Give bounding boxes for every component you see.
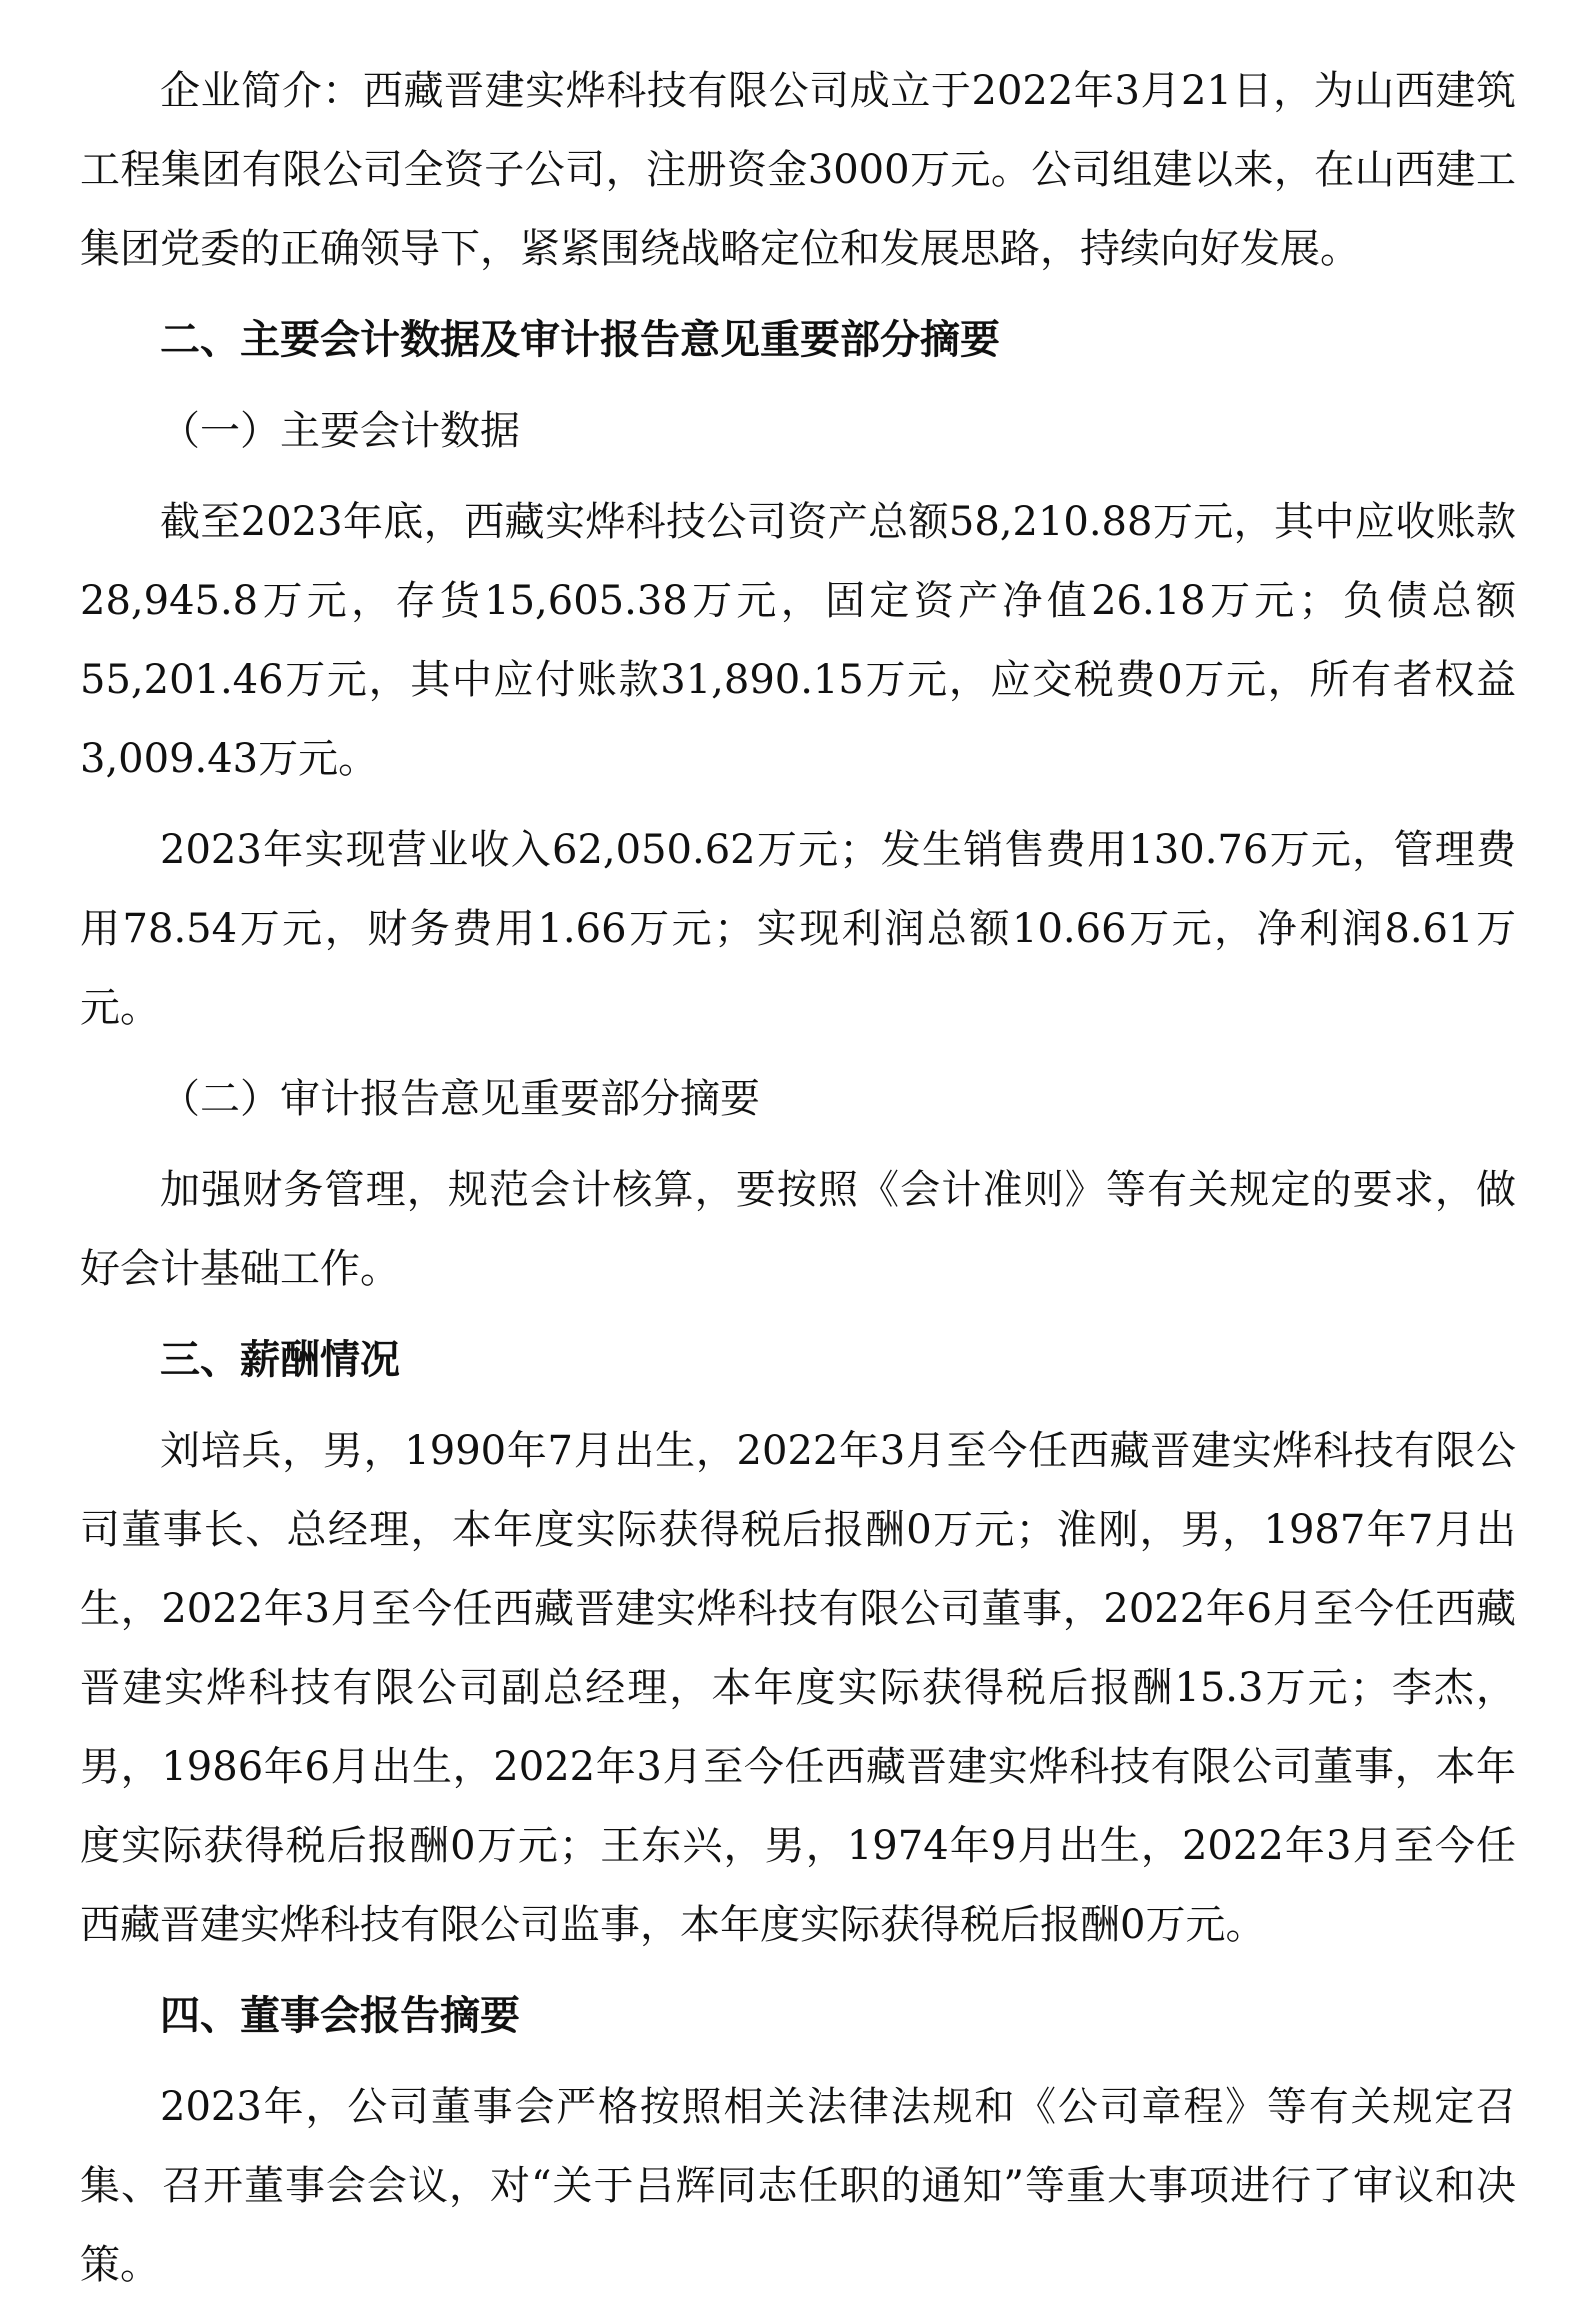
compensation-paragraph: 刘培兵，男，1990年7月出生，2022年3月至今任西藏晋建实烨科技有限公司董事长、总经理，本年度实际获得税后报酬0万元；淮刚，男，1987年7月出生，2022年3月至今任西藏晋建实烨科技有限公司董事，2022年6月至今任西藏晋建实烨科技有限公司副总经理，本年度实际获得税后报酬15.3万元；李杰，男，1986年6月出生，2022年3月至今任西藏晋建实烨科技有限公司董事，本年度实际获得税后报酬0万元；王东兴，男，1974年9月出生，2022年3月至今任西藏晋建实烨科技有限公司监事，本年度实际获得税后报酬0万元。 — [80, 1428, 1516, 1948]
board-report-paragraph: 2023年，公司董事会严格按照相关法律法规和《公司章程》等有关规定召集、召开董事会会议，对“关于吕辉同志任职的通知”等重大事项进行了审议和决策。 — [80, 2084, 1516, 2288]
audit-opinion-paragraph: 加强财务管理，规范会计核算，要按照《会计准则》等有关规定的要求，做好会计基础工作。 — [80, 1167, 1516, 1292]
section-2-subheading-1: （一）主要会计数据 — [160, 408, 520, 454]
section-3-heading: 三、薪酬情况 — [160, 1337, 400, 1383]
document-page — [80, 52, 1516, 2317]
accounting-data-paragraph-2: 2023年实现营业收入62,050.62万元；发生销售费用130.76万元，管理费用78.54万元，财务费用1.66万元；实现利润总额10.66万元，净利润8.61万元。 — [80, 827, 1516, 1031]
section-2-subheading-2: （二）审计报告意见重要部分摘要 — [160, 1076, 760, 1122]
section-4-heading: 四、董事会报告摘要 — [160, 1993, 520, 2039]
company-intro-paragraph: 企业简介：西藏晋建实烨科技有限公司成立于2022年3月21日，为山西建筑工程集团有限公司全资子公司，注册资金3000万元。公司组建以来，在山西建工集团党委的正确领导下，紧紧围绕战略定位和发展思路，持续向好发展。 — [80, 68, 1516, 272]
section-2-heading: 二、主要会计数据及审计报告意见重要部分摘要 — [160, 317, 1000, 363]
accounting-data-paragraph-1: 截至2023年底，西藏实烨科技公司资产总额58,210.88万元，其中应收账款28,945.8万元，存货15,605.38万元，固定资产净值26.18万元；负债总额55,201.46万元，其中应付账款31,890.15万元，应交税费0万元，所有者权益3,009.43万元。 — [80, 499, 1516, 782]
